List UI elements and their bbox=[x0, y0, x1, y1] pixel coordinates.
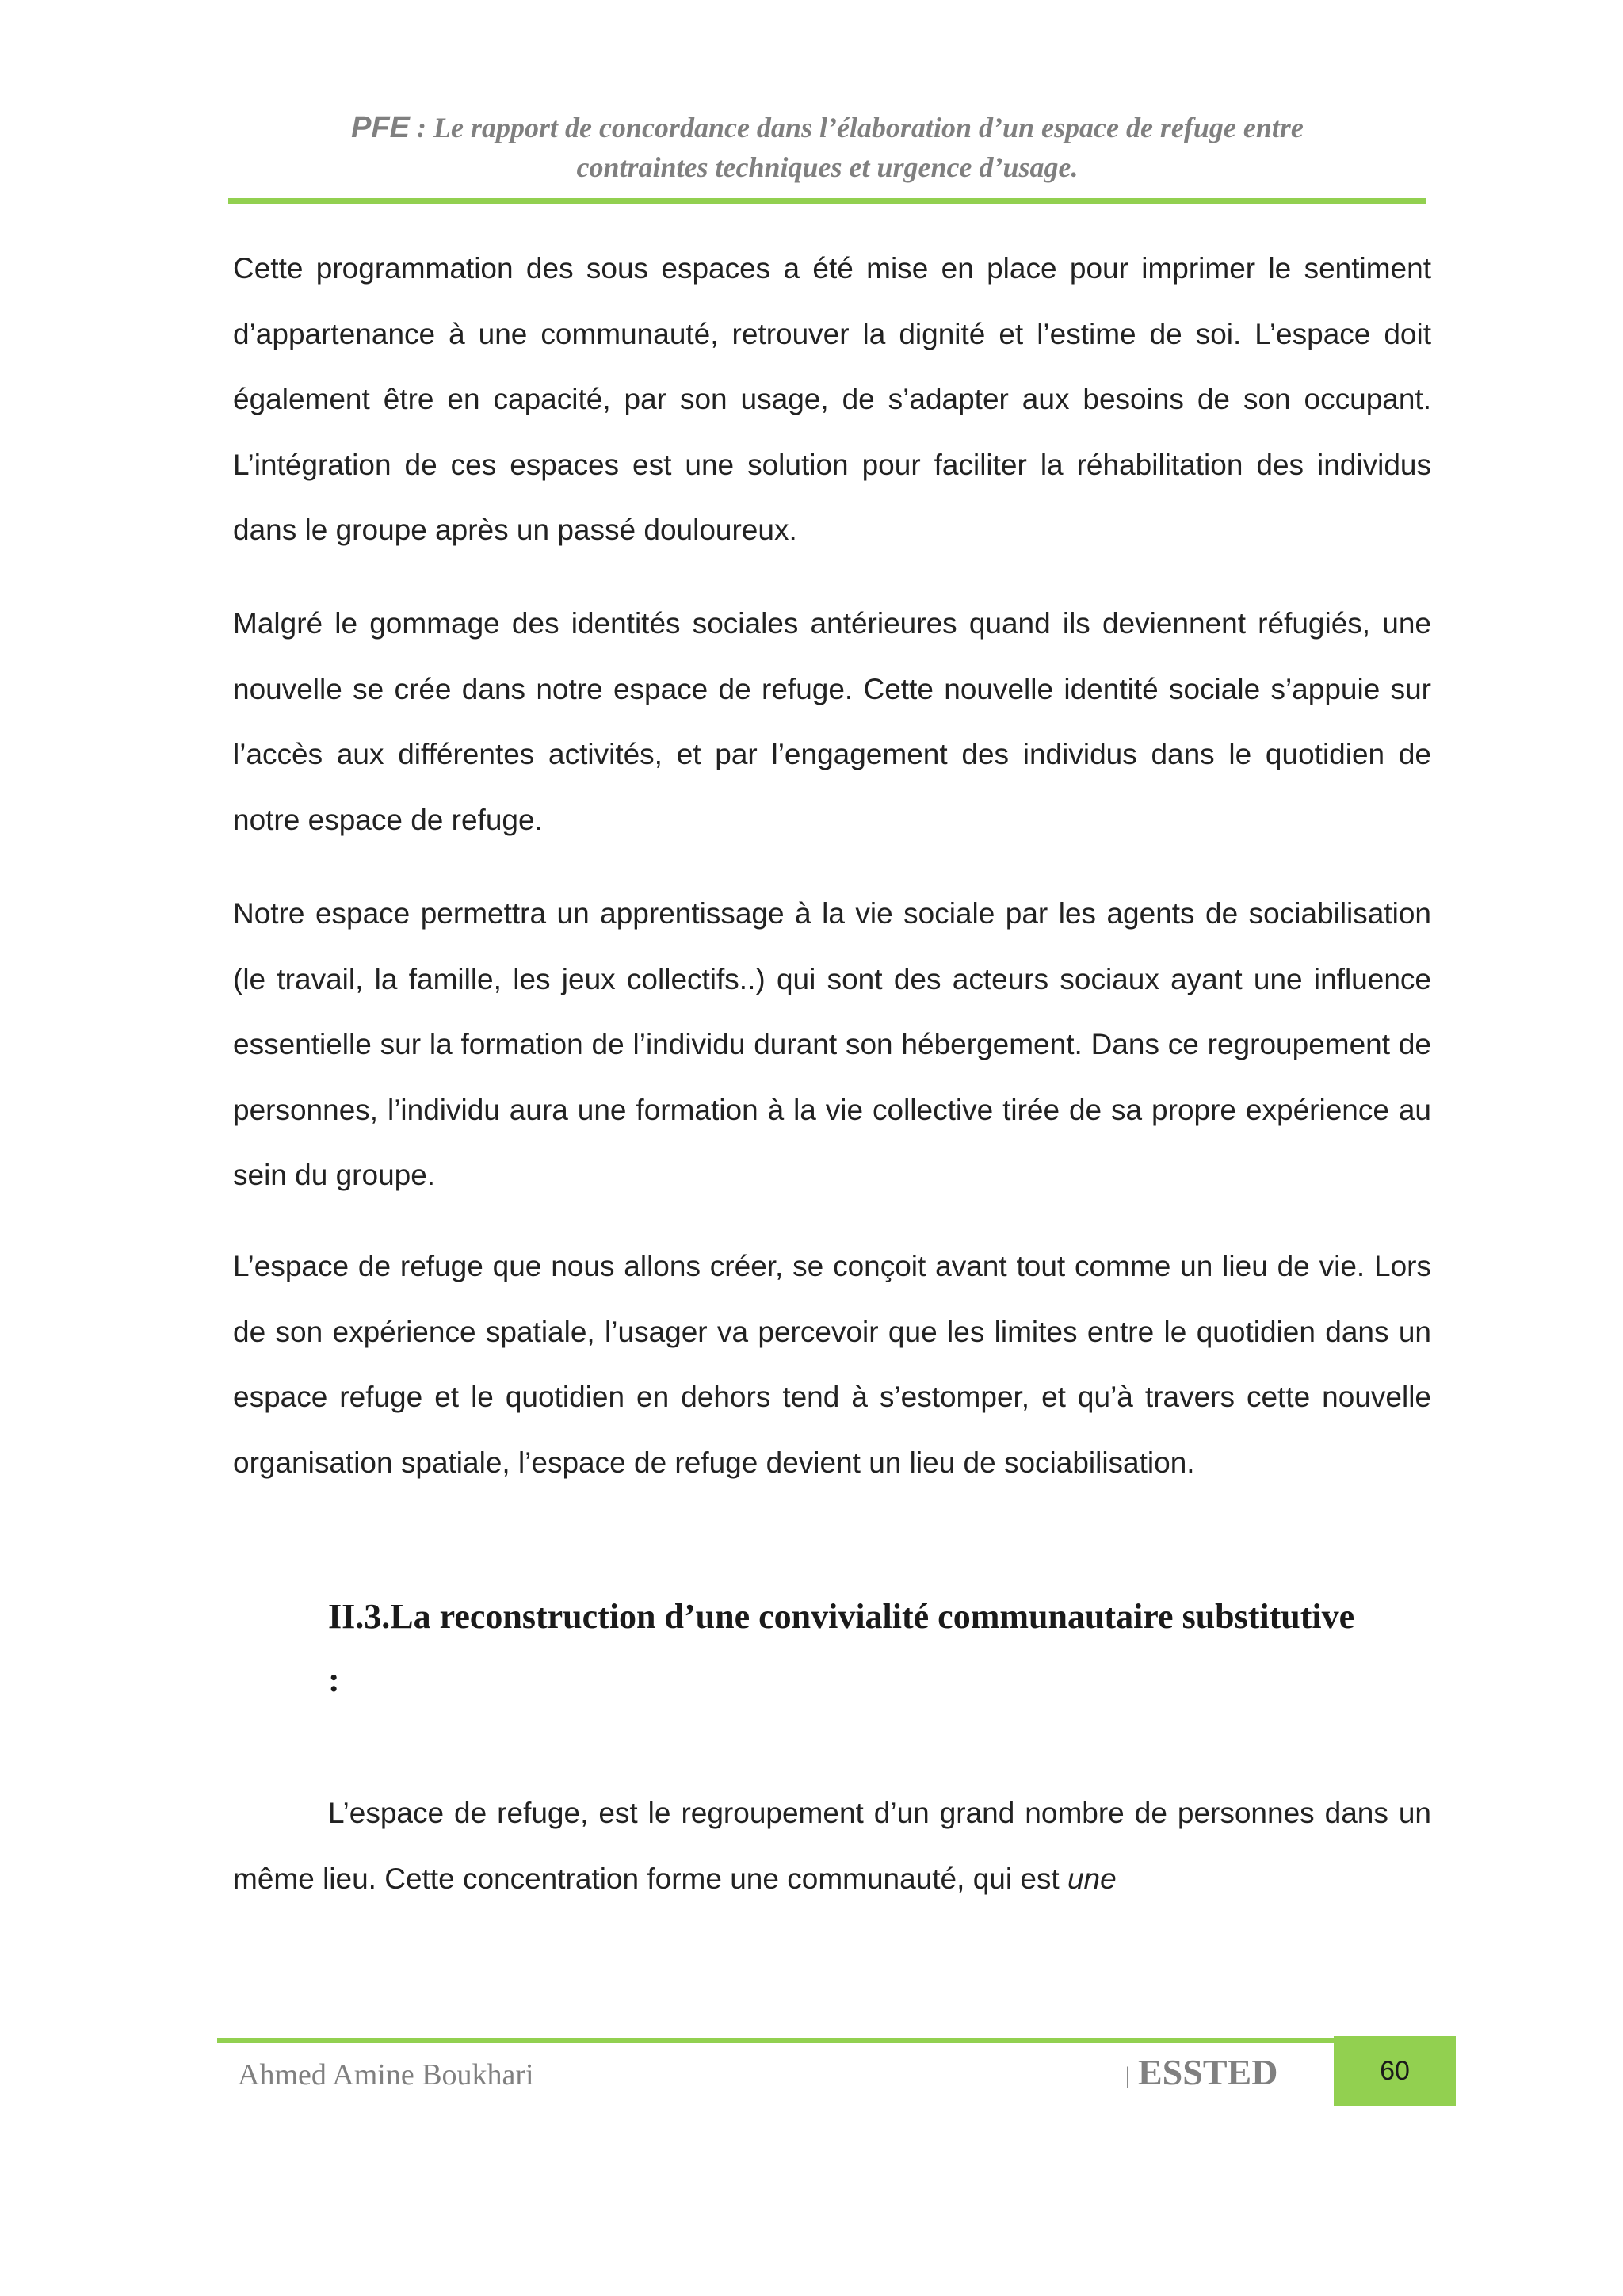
body-paragraph-5 bbox=[233, 1781, 1431, 1912]
body-paragraph-4: L’espace de refuge que nous allons créer, se conçoit avant tout comme un lieu de vie. Lors de son expérience spatiale, l’usager va percevoir que les limites entre le quotidien dans un espace refuge et le quotidien en dehors tend à s’estomper, et qu’à travers cette nouvelle organisation spatiale, l’espace de refuge devient un lieu de sociabilisation. bbox=[233, 1250, 1431, 1479]
footer-separator: | bbox=[1125, 2062, 1131, 2088]
header-pfe-label: PFE bbox=[351, 111, 410, 144]
header-title-part-1: : Le rapport de concordance dans l’élaboration d’un espace de refuge entre bbox=[410, 112, 1304, 143]
body-paragraph-5-text: L’espace de refuge, est le regroupement d’un grand nombre de personnes dans un même lieu. Cette concentration forme une communauté, qui est bbox=[233, 1797, 1431, 1895]
page-number-box bbox=[1334, 2036, 1456, 2106]
page-number: 60 bbox=[1380, 2055, 1410, 2086]
footer-author: Ahmed Amine Boukhari bbox=[238, 2058, 534, 2092]
header-title-part-2: contraintes techniques et urgence d’usage. bbox=[576, 151, 1079, 183]
body-paragraph-2: Malgré le gommage des identités sociales antérieures quand ils deviennent réfugiés, une nouvelle se crée dans notre espace de refuge. Cette nouvelle identité sociale s’appuie sur l’accès aux différentes activités, et par l’engagement des individus dans le quotidien de notre espace de refuge. bbox=[233, 607, 1431, 836]
footer-divider bbox=[217, 2038, 1335, 2043]
header-line-1 bbox=[228, 108, 1426, 147]
header-divider bbox=[228, 198, 1426, 204]
page-header bbox=[228, 108, 1426, 187]
footer-school: ESSTED bbox=[1138, 2052, 1278, 2092]
body-paragraph-5-italic: une bbox=[1067, 1862, 1117, 1895]
body-paragraph-3: Notre espace permettra un apprentissage à la vie sociale par les agents de sociabilisation (le travail, la famille, les jeux collectifs..) qui sont des acteurs sociaux ayant une influence essentielle sur la formation de l’individu durant son hébergement. Dans ce regroupement de personnes, l’individu aura une formation à la vie collective tirée de sa propre expérience au sein du groupe. bbox=[233, 897, 1431, 1191]
section-heading: II.3.La reconstruction d’une convivialité communautaire substitutive : bbox=[328, 1597, 1355, 1699]
body-paragraph-1: Cette programmation des sous espaces a été mise en place pour imprimer le sentiment d’appartenance à une communauté, retrouver la dignité et l’estime de soi. L’espace doit également être en capacité, par son usage, de s’adapter aux besoins de son occupant. L’intégration de ces espaces est une solution pour faciliter la réhabilitation des individus dans le groupe après un passé douloureux. bbox=[233, 252, 1431, 546]
